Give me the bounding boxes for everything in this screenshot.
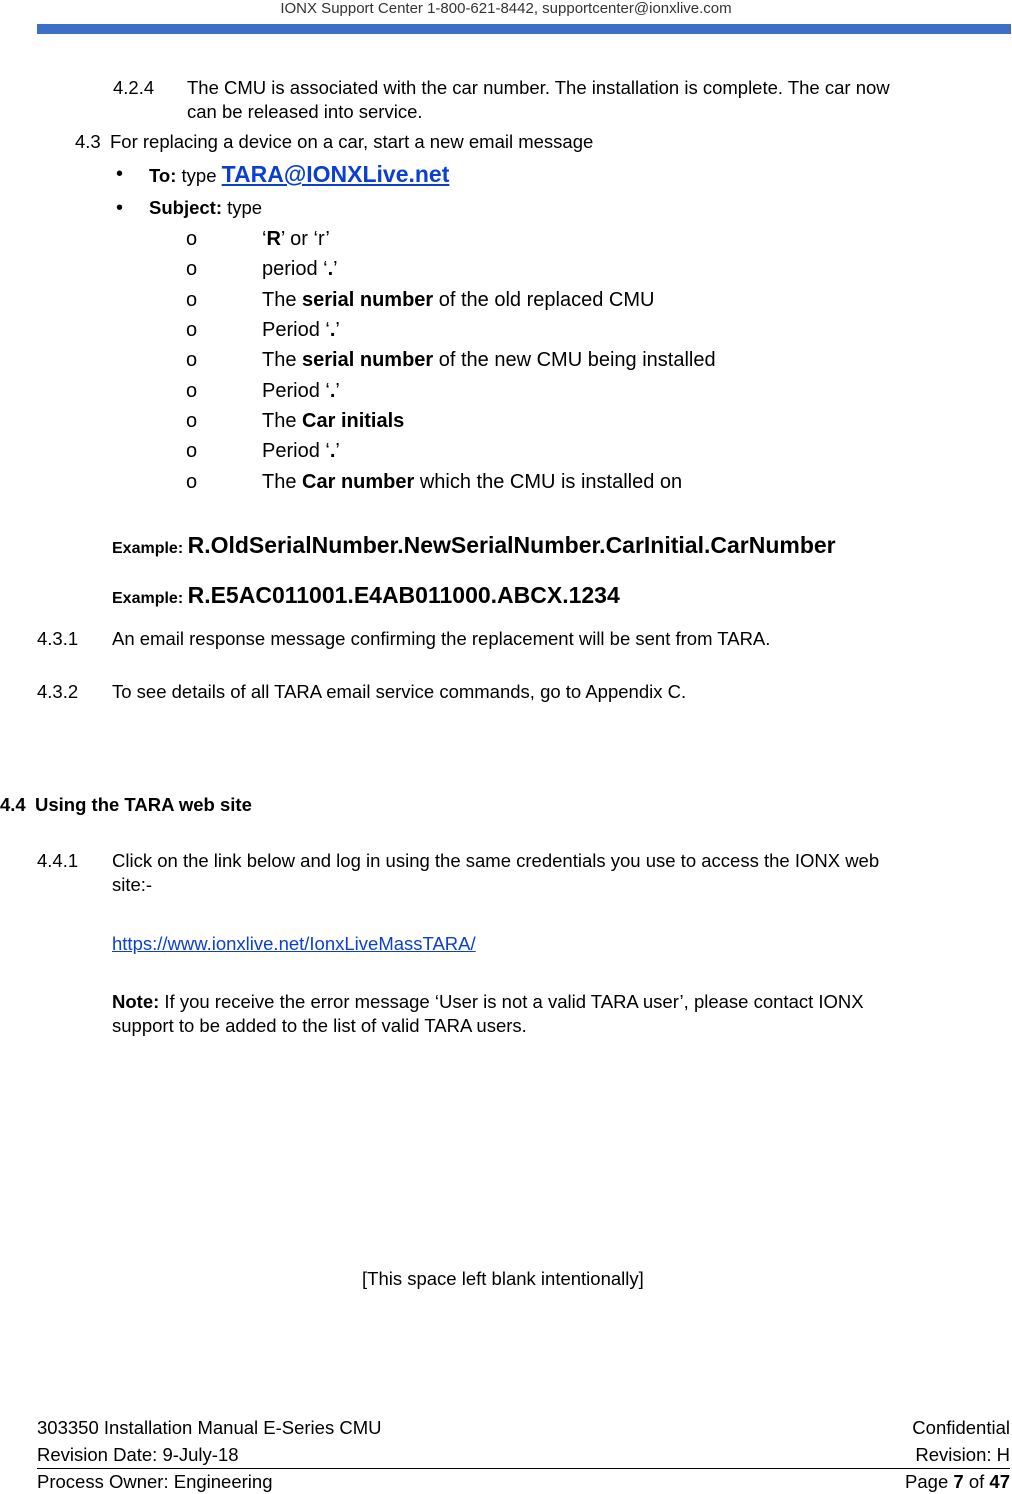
tara-web-link[interactable]: https://www.ionxlive.net/IonxLiveMassTARA/ [112, 933, 476, 954]
to-pre: type [176, 165, 222, 186]
section-number-4-3-1: 4.3.1 [37, 628, 79, 649]
to-line [149, 162, 449, 188]
footer-revision-date: Revision Date: 9-July-18 [37, 1444, 239, 1465]
subject-item: Period ‘.’ [262, 440, 340, 462]
section-number-4-3-2: 4.3.2 [37, 681, 79, 702]
subject-item: The serial number of the new CMU being installed [262, 349, 716, 371]
footer-page-number: Page 7 of 47 [905, 1471, 1010, 1492]
section-4-3-text: For replacing a device on a car, start a new email message [110, 131, 594, 152]
sub-bullet-icon: o [186, 440, 198, 462]
subject-item: ‘R’ or ‘r’ [262, 228, 330, 250]
to-label: To: [149, 165, 177, 186]
bullet-icon: • [116, 197, 124, 219]
footer-revision: Revision: H [915, 1444, 1010, 1465]
section-4-4-1-line2: site:- [112, 874, 153, 895]
blank-space-note: [This space left blank intentionally] [362, 1268, 644, 1289]
footer-rule [37, 1468, 1010, 1469]
note-line2: support to be added to the list of valid TARA users. [112, 1015, 527, 1036]
section-4-3-1-text: An email response message confirming the replacement will be sent from TARA. [112, 628, 771, 649]
subject-item: The Car number which the CMU is installed on [262, 471, 683, 493]
bullet-icon: • [116, 163, 124, 185]
section-number-4-3: 4.3 [75, 131, 101, 152]
sub-bullet-icon: o [186, 319, 198, 341]
section-number-4-4-1: 4.4.1 [37, 850, 79, 871]
section-4-3-2-text: To see details of all TARA email service commands, go to Appendix C. [112, 681, 687, 702]
sub-bullet-icon: o [186, 349, 198, 371]
sub-bullet-icon: o [186, 228, 198, 250]
subject-item: The serial number of the old replaced CMU [262, 289, 655, 311]
note-line1: Note: If you receive the error message ‘User is not a valid TARA user’, please contact IONX [112, 991, 864, 1012]
subject-item: Period ‘.’ [262, 319, 340, 341]
note-label: Note: [112, 991, 160, 1012]
tara-email-link[interactable]: TARA@IONXLive.net [221, 161, 450, 187]
subject-line [149, 196, 262, 220]
sub-bullet-icon: o [186, 380, 198, 402]
sub-bullet-icon: o [186, 471, 198, 493]
subject-item: period ‘.’ [262, 258, 338, 280]
footer-doc-title: 303350 Installation Manual E-Series CMU [37, 1417, 382, 1438]
section-number-4-4: 4.4 [0, 794, 26, 815]
subject-item: The Car initials [262, 410, 405, 432]
section-4-2-4-line2: can be released into service. [187, 101, 423, 122]
section-number-4-2-4: 4.2.4 [113, 77, 155, 98]
footer-process-owner: Process Owner: Engineering [37, 1471, 273, 1492]
sub-bullet-icon: o [186, 289, 198, 311]
subject-item: Period ‘.’ [262, 380, 340, 402]
section-4-4-1-line1: Click on the link below and log in using the same credentials you use to access the IONX web [112, 850, 880, 871]
support-header: IONX Support Center 1-800-621-8442, supportcenter@ionxlive.com [280, 0, 732, 17]
header-bar [37, 24, 1011, 34]
subject-post: type [221, 197, 263, 218]
section-4-4-title: Using the TARA web site [35, 794, 252, 815]
footer-confidential: Confidential [912, 1417, 1010, 1438]
section-4-2-4-line1: The CMU is associated with the car number. The installation is complete. The car now [187, 77, 890, 98]
example-2: Example: R.E5AC011001.E4AB011000.ABCX.1234 [112, 582, 620, 608]
sub-bullet-icon: o [186, 258, 198, 280]
sub-bullet-icon: o [186, 410, 198, 432]
example-1: Example: R.OldSerialNumber.NewSerialNumber.CarInitial.CarNumber [112, 532, 836, 558]
subject-label: Subject: [149, 197, 222, 218]
